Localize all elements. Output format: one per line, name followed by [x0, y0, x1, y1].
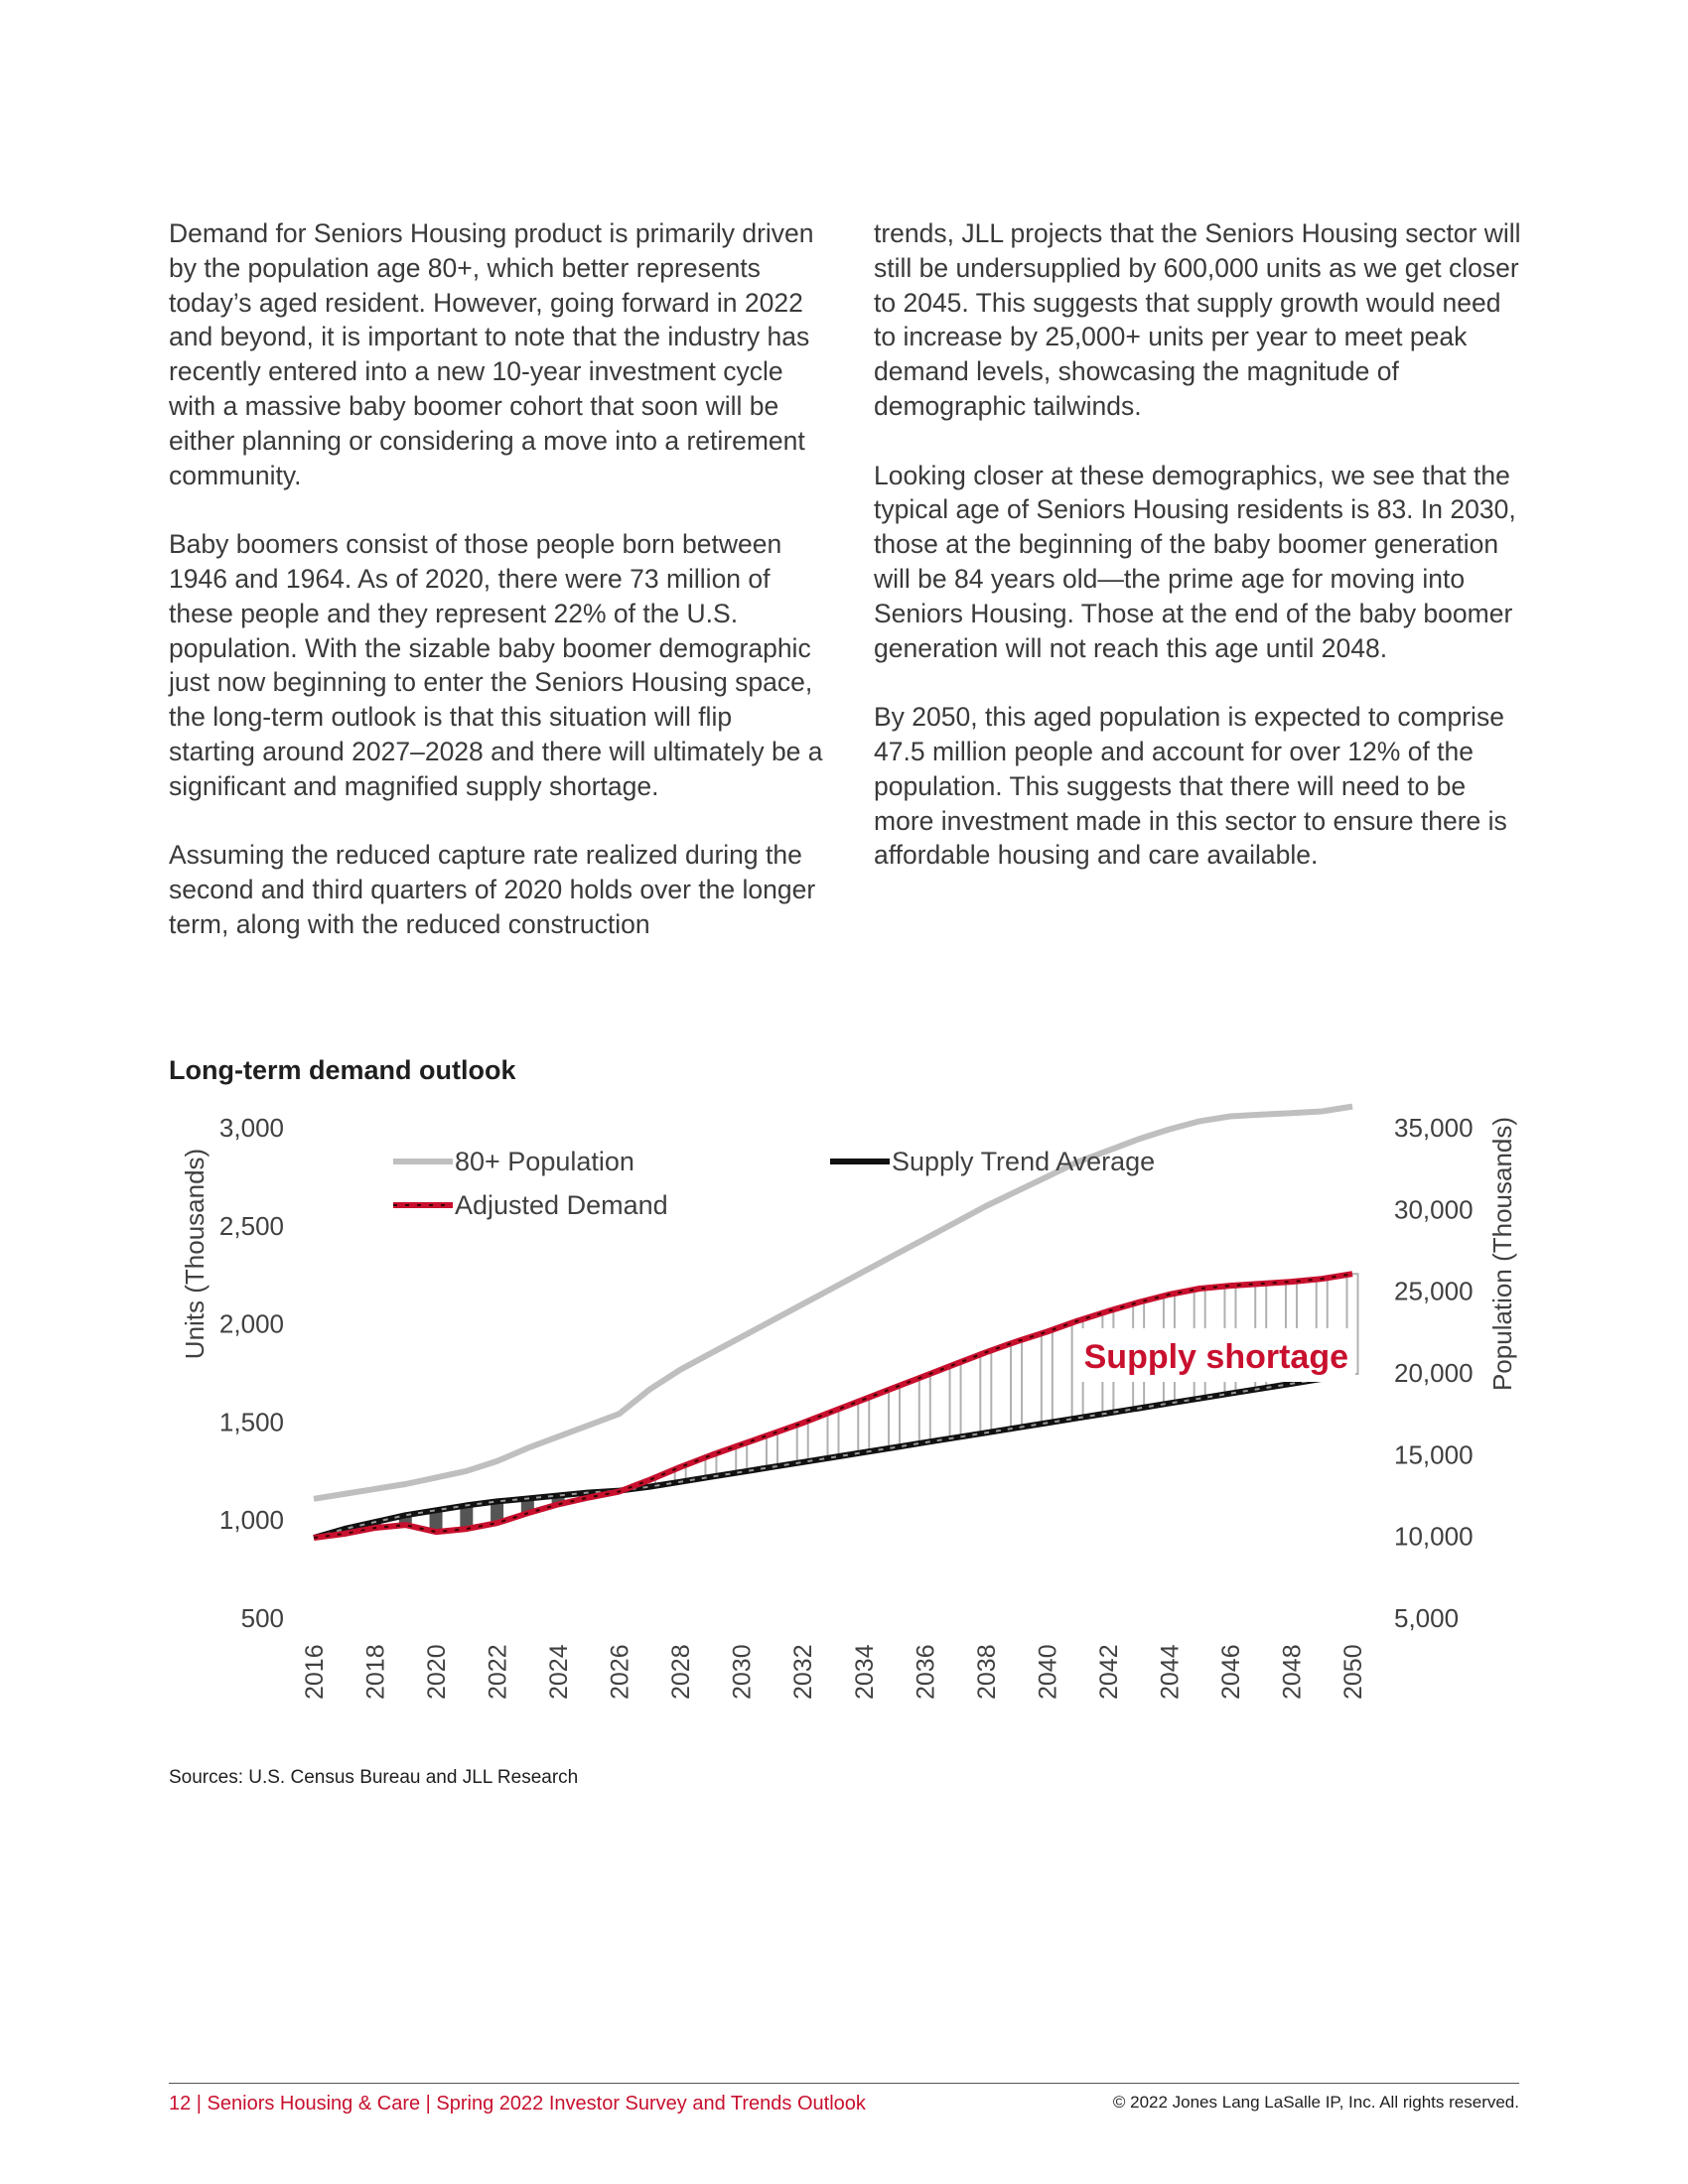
y2-tick-label: 10,000 [1394, 1521, 1474, 1552]
legend-label: Supply Trend Average [892, 1147, 1156, 1176]
footer-copyright: © 2022 Jones Lang LaSalle IP, Inc. All rights reserved. [1112, 2093, 1519, 2112]
supply-shortage-annotation: Supply shortage [1083, 1338, 1348, 1376]
gap-bar [767, 1433, 777, 1467]
x-tick-label: 2038 [972, 1644, 1001, 1700]
y-tick-label: 1,500 [218, 1407, 284, 1437]
paragraph: Demand for Seniors Housing product is primarily driven by the population age 80+, which better represents today’s aged resident. However, going forward in 2022 and beyond, it is important to note that the industry has recently entered into a new 10-year investment cycle with a massive baby boomer cohort that soon will be either planning or considering a move into a retirement community. [169, 218, 814, 490]
y2-axis-title: Population (Thousands) [1487, 1116, 1517, 1392]
x-tick-label: 2028 [667, 1644, 696, 1700]
paragraph: Assuming the reduced capture rate realized during the second and third quarters of 2020 holds over the longer term, along with the reduced construction [169, 840, 816, 939]
paragraph: Baby boomers consist of those people born between 1946 and 1964. As of 2020, there were 73 million of these people and they represent 22% of the U.S. population. With the sizable baby boomer demographic just now beginning to enter the Seniors Housing space, the long-term outlook is that this situation will flip starting around 2027–2028 and there will ultimately be a significant and magnified supply shortage. [169, 529, 823, 801]
x-tick-label: 2042 [1094, 1644, 1123, 1700]
chart-title: Long-term demand outlook [169, 1055, 516, 1085]
gap-bar [1042, 1332, 1053, 1424]
gap-bar [1011, 1341, 1022, 1428]
y-tick-label: 1,000 [218, 1505, 284, 1536]
x-tick-label: 2024 [545, 1644, 574, 1700]
legend-label: Adjusted Demand [455, 1190, 668, 1220]
sources-note: Sources: U.S. Census Bureau and JLL Research [169, 1767, 579, 1788]
gap-bar [889, 1388, 900, 1447]
x-tick-label: 2032 [789, 1644, 818, 1700]
y2-tick-label: 5,000 [1394, 1603, 1460, 1633]
paragraph: By 2050, this aged population is expected to comprise 47.5 million people and account for over 12% of the population. This suggests that there will need to be more investment made in this sector to ensure there is affordable housing and care available. [874, 702, 1507, 871]
gap-bar [919, 1376, 930, 1442]
x-tick-label: 2044 [1156, 1644, 1185, 1700]
gap-bar [828, 1412, 839, 1457]
gap-bar [980, 1352, 991, 1433]
footer-divider [169, 2083, 1519, 2084]
paragraph: Looking closer at these demographics, we see that the typical age of Seniors Housing residents is 83. In 2030, those at the beginning of the baby boomer generation will be 84 years old—the prime age for moving into Seniors Housing. Those at the end of the baby boomer generation will not reach this age until 2048. [874, 460, 1516, 663]
y2-tick-label: 15,000 [1394, 1439, 1474, 1470]
x-tick-label: 2034 [850, 1644, 879, 1700]
y2-tick-label: 25,000 [1394, 1276, 1474, 1306]
x-tick-label: 2020 [423, 1644, 452, 1700]
footer-page-info: 12 | Seniors Housing & Care | Spring 2022 Investor Survey and Trends Outlook [169, 2093, 866, 2115]
y2-tick-label: 20,000 [1394, 1358, 1474, 1388]
y-tick-label: 2,500 [218, 1210, 284, 1241]
x-tick-label: 2018 [361, 1644, 390, 1700]
x-tick-label: 2036 [912, 1644, 940, 1700]
x-tick-label: 2040 [1034, 1644, 1062, 1700]
x-tick-label: 2050 [1339, 1644, 1367, 1700]
y2-tick-label: 35,000 [1394, 1113, 1474, 1143]
x-tick-label: 2022 [484, 1644, 512, 1700]
x-tick-label: 2046 [1216, 1644, 1245, 1700]
y-axis-title: Units (Thousands) [180, 1148, 210, 1360]
x-tick-label: 2026 [606, 1644, 634, 1700]
gap-bar [858, 1400, 869, 1452]
y2-tick-label: 30,000 [1394, 1194, 1474, 1225]
y-tick-label: 2,000 [218, 1308, 284, 1339]
x-tick-label: 2016 [301, 1644, 329, 1700]
gap-bar [950, 1364, 961, 1437]
legend-label: 80+ Population [455, 1147, 634, 1176]
y-tick-label: 3,000 [218, 1113, 284, 1143]
x-tick-label: 2030 [728, 1644, 757, 1700]
paragraph: trends, JLL projects that the Seniors Housing sector will still be undersupplied by 600,000 units as we get closer to 2045. This suggests that supply growth would need to increase by 25,000+ units per year to meet peak demand levels, showcasing the magnitude of demographic tailwinds. [874, 218, 1521, 421]
x-tick-label: 2048 [1278, 1644, 1307, 1700]
y-tick-label: 500 [240, 1603, 284, 1633]
gap-bar [797, 1423, 808, 1462]
